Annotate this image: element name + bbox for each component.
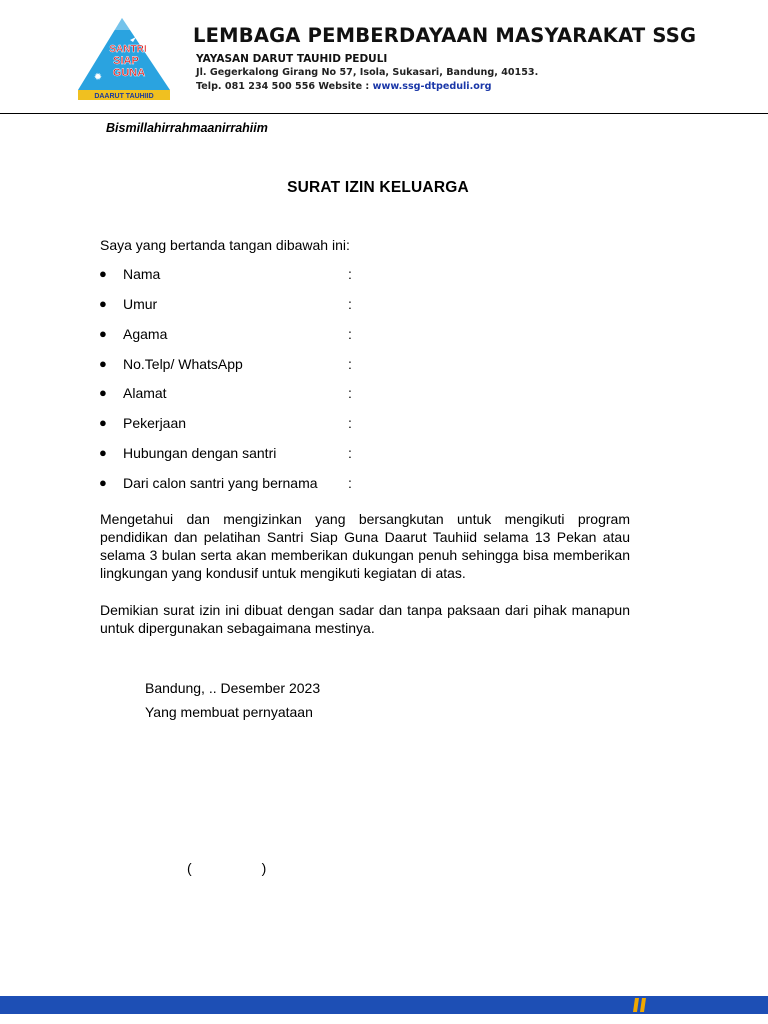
logo-text-line1: SANTRI bbox=[109, 44, 147, 55]
bullet: ● bbox=[99, 445, 107, 460]
bullet: ● bbox=[99, 326, 107, 341]
field-colon: : bbox=[348, 415, 352, 431]
field-colon: : bbox=[348, 475, 352, 491]
logo-text-line2: SIAP bbox=[113, 55, 139, 67]
field-label: Agama bbox=[123, 326, 168, 342]
ssg-logo bbox=[74, 16, 174, 100]
basmalah: Bismillahirrahmaanirrahiim bbox=[106, 121, 268, 135]
logo-text-line3: GUNA bbox=[112, 67, 146, 79]
open-paren: ( bbox=[187, 860, 192, 876]
bullet: ● bbox=[99, 296, 107, 311]
field-label: Dari calon santri yang bernama bbox=[123, 475, 318, 491]
field-label: No.Telp/ WhatsApp bbox=[123, 356, 243, 372]
logo-caption: DAARUT TAUHIID bbox=[94, 93, 154, 100]
closing-paragraph: Demikian surat izin ini dibuat dengan sadar dan tanpa paksaan dari pihak manapun untuk dipergunakan sebagaimana mestinya. bbox=[100, 602, 630, 636]
bullet: ● bbox=[99, 356, 107, 371]
bullet: ● bbox=[99, 475, 107, 490]
website-link[interactable]: www.ssg-dtpeduli.org bbox=[372, 81, 492, 92]
signer-label: Yang membuat pernyataan bbox=[145, 704, 313, 720]
footer-bar bbox=[0, 996, 768, 1014]
field-label: Umur bbox=[123, 296, 158, 312]
field-label: Alamat bbox=[123, 385, 167, 401]
bullet: ● bbox=[99, 266, 107, 281]
footer-accent-icon bbox=[630, 996, 652, 1014]
field-colon: : bbox=[348, 326, 352, 342]
organization-contact bbox=[196, 81, 491, 92]
header-divider bbox=[0, 113, 768, 114]
organization-title: LEMBAGA PEMBERDAYAAN MASYARAKAT SSG bbox=[193, 24, 697, 47]
signature-name-slot bbox=[187, 860, 266, 876]
consent-paragraph: Mengetahui dan mengizinkan yang bersangkutan untuk mengikuti program pendidikan dan pelatihan Santri Siap Guna Daarut Tauhiid selama 13 Pekan atau selama 3 bulan serta akan memberikan dukungan penuh sehingga bisa memberikan lingkungan yang kondusif untuk mengikuti kegiatan di atas. bbox=[100, 511, 630, 581]
field-colon: : bbox=[348, 356, 352, 372]
field-colon: : bbox=[348, 385, 352, 401]
close-paren: ) bbox=[261, 860, 267, 876]
field-colon: : bbox=[348, 266, 352, 282]
bullet: ● bbox=[99, 415, 107, 430]
field-label: Pekerjaan bbox=[123, 415, 187, 431]
logo-star-icon: ✹ bbox=[93, 72, 103, 83]
field-colon: : bbox=[348, 296, 352, 312]
field-label: Hubungan dengan santri bbox=[123, 445, 277, 461]
document-title: SURAT IZIN KELUARGA bbox=[287, 179, 469, 196]
intro-text: Saya yang bertanda tangan dibawah ini: bbox=[100, 237, 350, 253]
place-date: Bandung, .. Desember 2023 bbox=[145, 680, 321, 696]
field-colon: : bbox=[348, 445, 352, 461]
bullet: ● bbox=[99, 385, 107, 400]
field-label: Nama bbox=[123, 266, 161, 282]
organization-address: Jl. Gegerkalong Girang No 57, Isola, Sukasari, Bandung, 40153. bbox=[196, 67, 539, 78]
organization-subtitle: YAYASAN DARUT TAUHID PEDULI bbox=[196, 53, 388, 65]
contact-phone: Telp. 081 234 500 556 Website : bbox=[196, 81, 373, 92]
